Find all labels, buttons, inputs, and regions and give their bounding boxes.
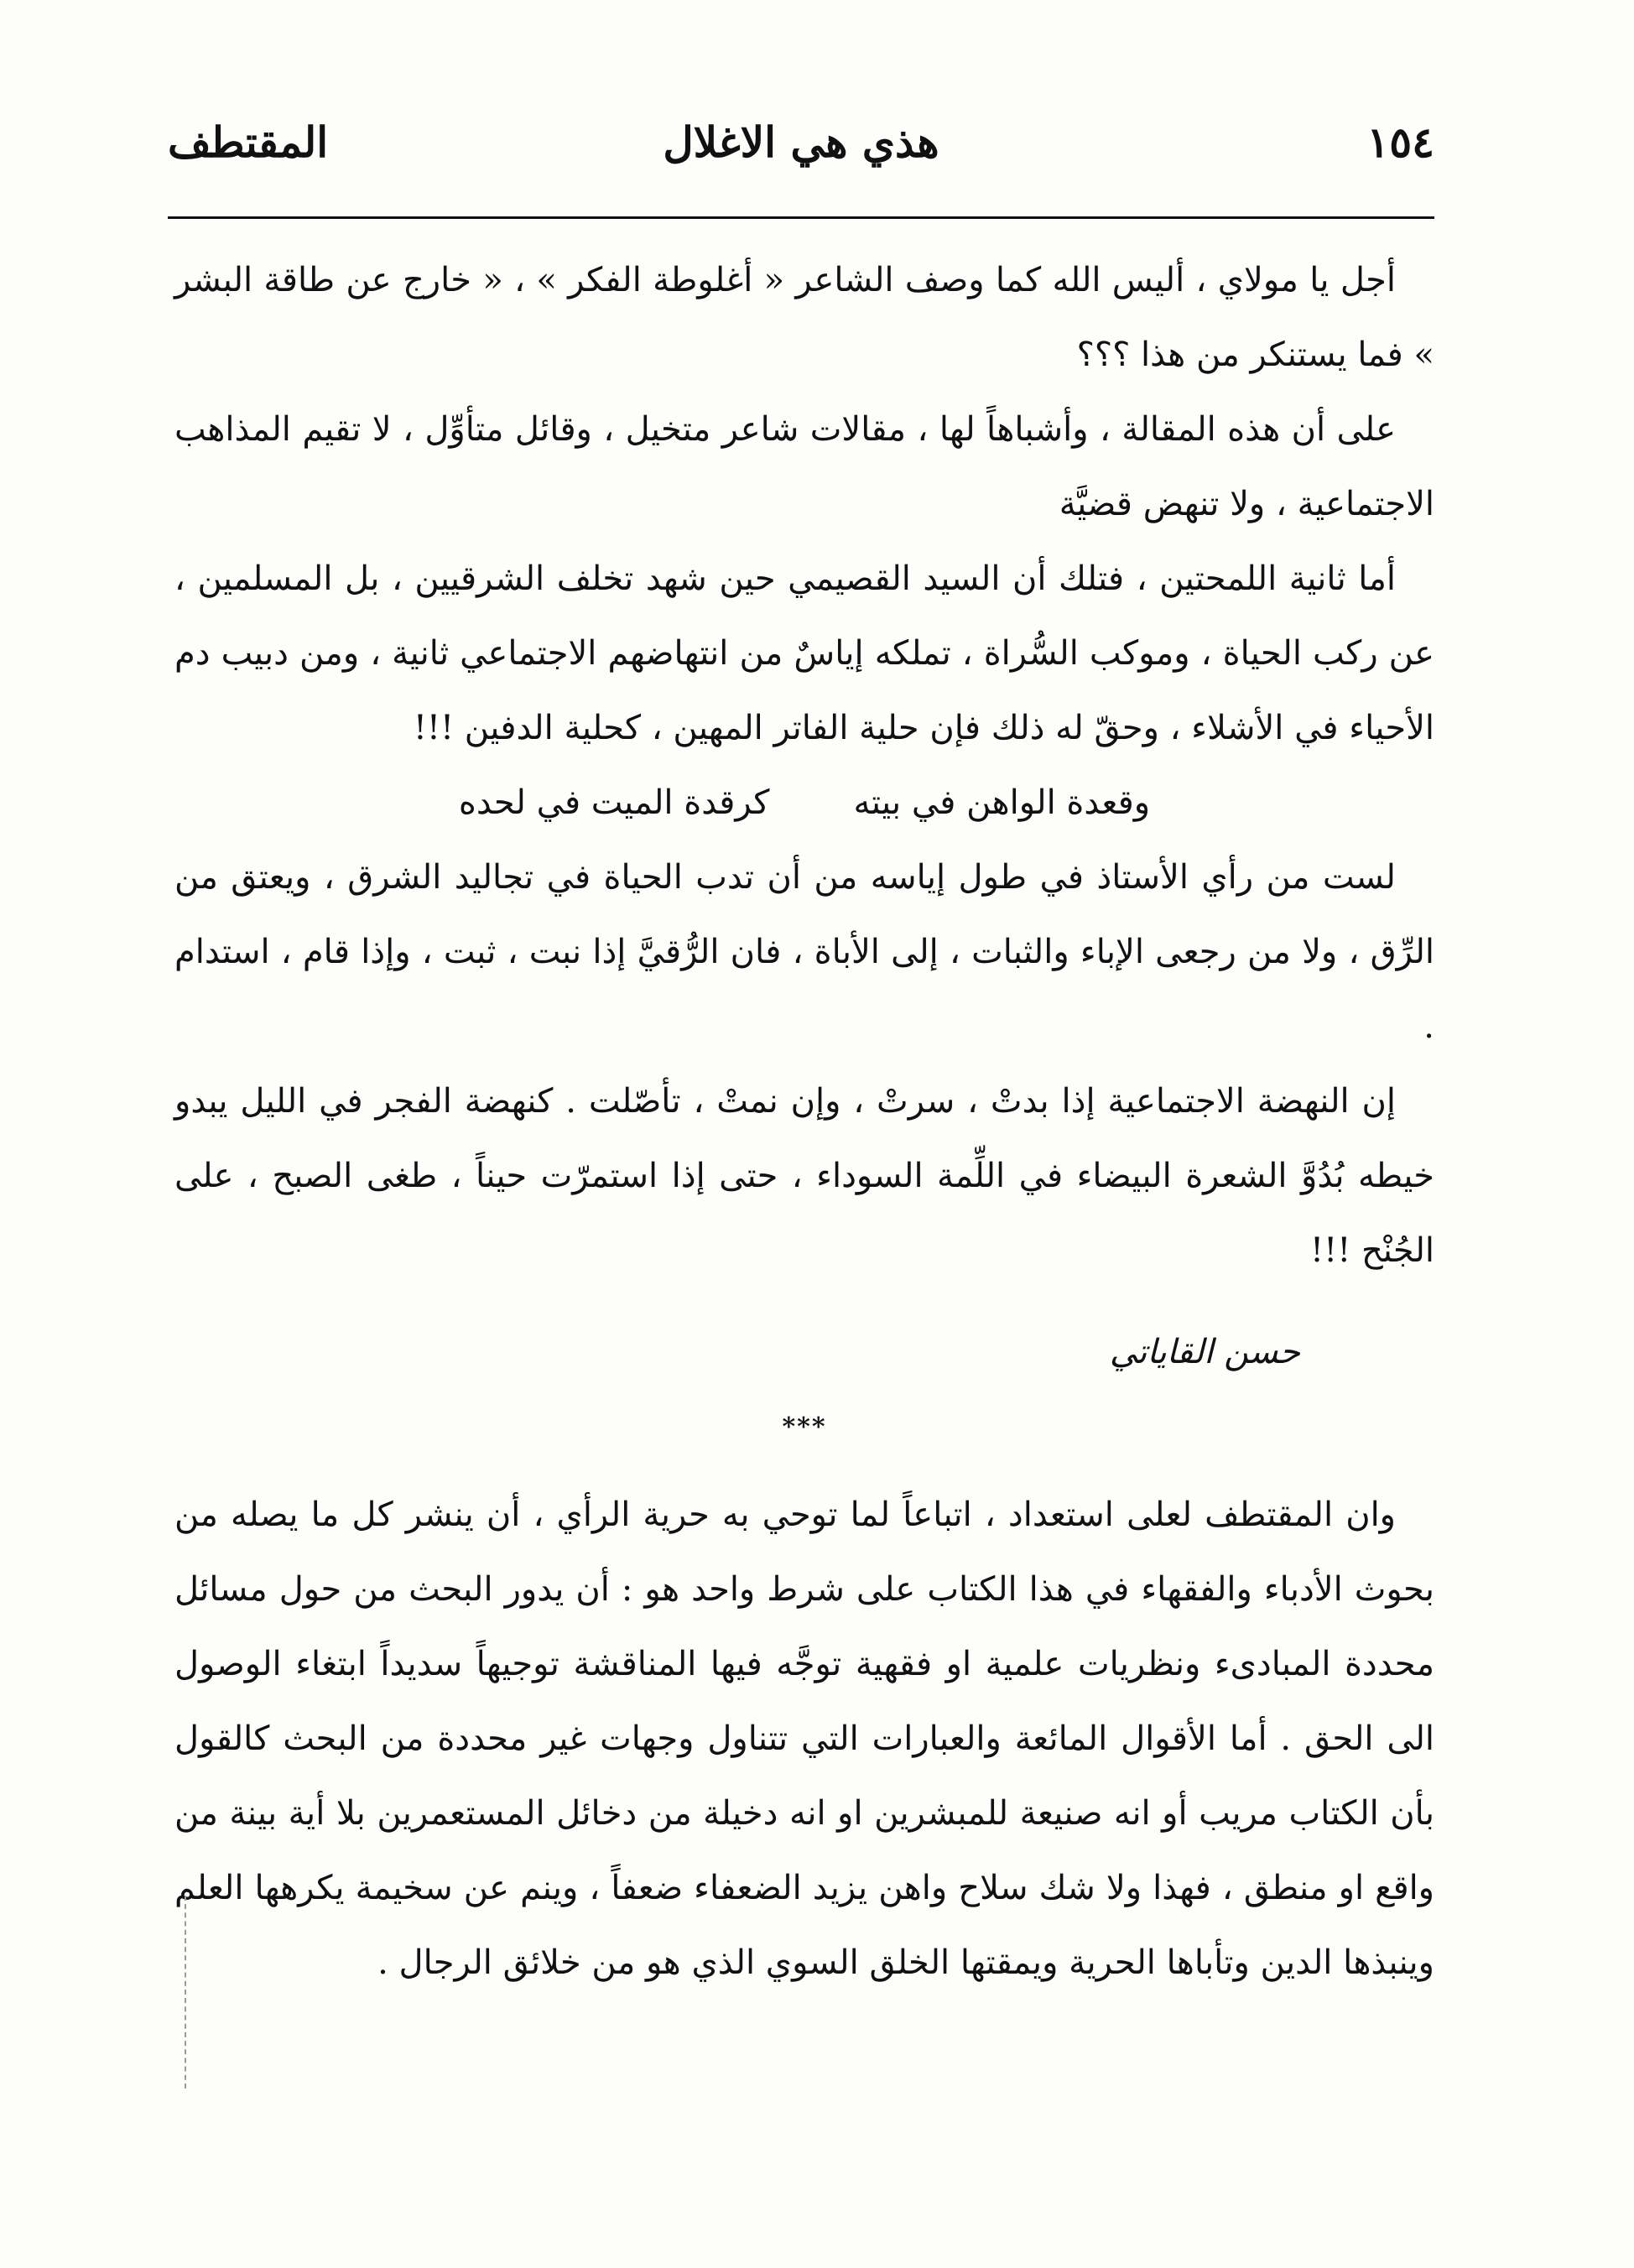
paragraph: لست من رأي الأستاذ في طول إياسه من أن تدب الحياة في تجاليد الشرق ، ويعتق من الرِّق ، ولا من رجعى الإباء والثبات ، إلى الأباة ، فان الرُّقيَّ إذا نبت ، ثبت ، وإذا قام ، استدام . <box>174 858 1434 1046</box>
verse-hemistich-second: كرقدة الميت في لحده <box>458 783 770 822</box>
journal-name: المقتطف <box>168 117 329 167</box>
editorial-note: وان المقتطف لعلى استعداد ، اتباعاً لما توحي به حرية الرأي ، أن ينشر كل ما يصله من بحوث الأدباء والفقهاء في هذا الكتاب على شرط واحد هو : أن يدور البحث من حول مسائل محددة المبادىء ونظريات علمية او فقهية توجَّه فيها المناقشة توجيهاً سديداً ابتغاء الوصول الى الحق . أما الأقوال المائعة والعبارات التي تتناول وجهات غير محددة من البحث كالقول بأن الكتاب مريب أو انه صنيعة للمبشرين او انه دخيلة من دخائل المستعمرين بلا أية بينة من واقع او منطق ، فهذا ولا شك سلاح واهن يزيد الضعفاء ضعفاً ، وينم عن سخيمة يكرهها العلم وينبذها الدين وتأباها الحرية ويمقتها الخلق السوي الذي هو من خلائق الرجال . <box>174 1496 1435 1982</box>
section-separator: *** <box>782 1412 827 1442</box>
header-rule <box>168 216 1434 219</box>
running-header <box>168 117 1434 185</box>
page-number: ١٥٤ <box>1366 117 1434 167</box>
author-signature: حسن القاياتي <box>1109 1333 1300 1371</box>
article-body <box>174 243 1434 2000</box>
scan-margin-mark <box>185 1896 186 2089</box>
paragraph: على أن هذه المقالة ، وأشباهاً لها ، مقالات شاعر متخيل ، وقائل متأوِّل ، لا تقيم المذاهب الاجتماعية ، ولا تنهض قضيَّة <box>174 410 1434 523</box>
paragraph: أجل يا مولاي ، أليس الله كما وصف الشاعر « أغلوطة الفكر » ، « خارج عن طاقة البشر » فما يستنكر من هذا ؟؟؟ <box>174 261 1434 374</box>
verse-hemistich-first: وقعدة الواهن في بيته <box>853 783 1151 822</box>
paragraph: إن النهضة الاجتماعية إذا بدتْ ، سرتْ ، وإن نمتْ ، تأصّلت . كنهضة الفجر في الليل يبدو خيطه بُدُوَّ الشعرة البيضاء في اللِّمة السوداء ، حتى إذا استمرّت حيناً ، طغى الصبح ، على الجُنْح !!! <box>174 1082 1434 1270</box>
verse <box>174 766 1434 840</box>
running-title: هذي هي الاغلال <box>663 117 939 167</box>
paragraph: أما ثانية اللمحتين ، فتلك أن السيد القصيمي حين شهد تخلف الشرقيين ، بل المسلمين ، عن ركب الحياة ، وموكب السُّراة ، تملكه إياسٌ من انتهاضهم الاجتماعي ثانية ، ومن دبيب دم الأحياء في الأشلاء ، وحقّ له ذلك فإن حلية الفاتر المهين ، كحلية الدفين !!! <box>174 559 1434 747</box>
